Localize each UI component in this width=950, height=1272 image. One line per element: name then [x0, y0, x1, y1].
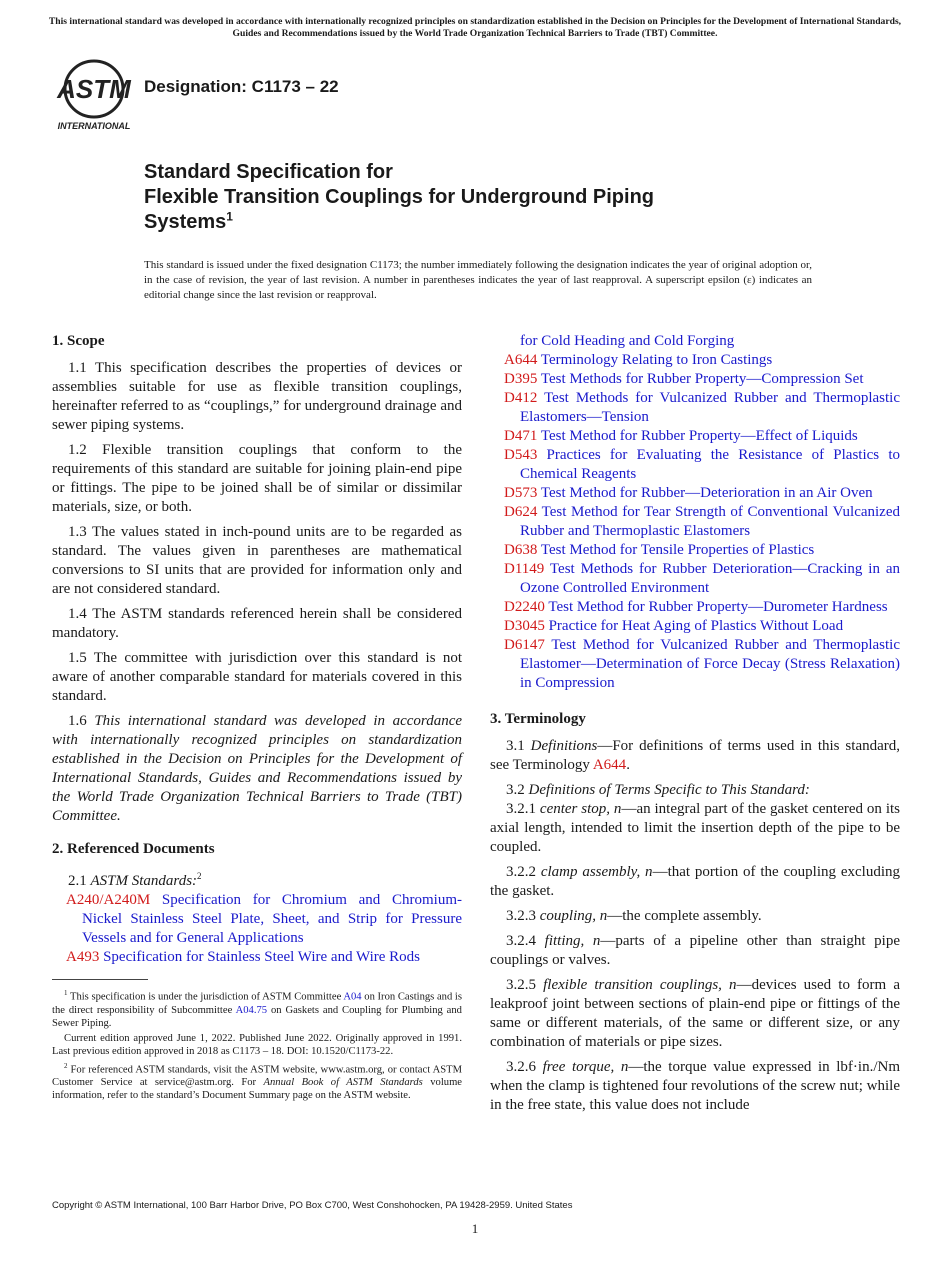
document-title [144, 160, 654, 235]
svg-text:ASTM: ASTM [57, 74, 131, 104]
ref-a493-continued[interactable]: for Cold Heading and Cold Forging [520, 333, 735, 349]
ref-d3045[interactable]: D3045 Practice for Heat Aging of Plastics Without Load [504, 618, 844, 634]
def-3-2-6: 3.2.6 free torque, n—the torque value expressed in lbf·in./Nm when the clamp is tightened four revolutions of the screw nut; while in the free state, this value does not include [490, 1059, 901, 1113]
astm-logo-icon [53, 58, 135, 132]
footnote-1-edition: Current edition approved June 1, 2022. Published June 2022. Originally approved in 1991. Last previous edition approved in 2018 as C1173 – 18. DOI: 10.1520/C1173-22. [52, 1032, 462, 1057]
para-1-4: 1.4 The ASTM standards referenced herein shall be considered mandatory. [52, 606, 462, 641]
top-notice: This international standard was developed in accordance with internationally recognized principles on standardization established in the Decision on Principles for the Development of International Standards, Guides and Recommendations issued by the World Trade Organization Technical Barriers to Trade (TBT) Committee. [48, 16, 902, 39]
ref-a240[interactable]: A240/A240M Specification for Chromium and Chromium-Nickel Stainless Steel Plate, Sheet, and Strip for Pressure Vessels and for General Applications [66, 892, 463, 946]
title-footnote-ref: 1 [226, 209, 233, 224]
def-3-2-3: 3.2.3 coupling, n—the complete assembly. [506, 908, 762, 924]
ref-d395[interactable]: D395 Test Methods for Rubber Property—Compression Set [504, 371, 864, 387]
def-3-2-4: 3.2.4 fitting, n—parts of a pipeline other than straight pipe couplings or valves. [490, 933, 901, 968]
ref-d638[interactable]: D638 Test Method for Tensile Properties of Plastics [504, 542, 815, 558]
designation: Designation: C1173 – 22 [144, 77, 339, 96]
issuance-note: This standard is issued under the fixed designation C1173; the number immediately following the designation indicates the year of original adoption or, in the case of revision, the year of last revision. A number in parentheses indicates the year of last reapproval. A superscript epsilon (ε) indicates an editorial change since the last revision or reapproval. [144, 259, 812, 301]
para-3-1: 3.1 Definitions—For definitions of terms used in this standard, see Terminology A644. [490, 738, 901, 773]
ref-a644[interactable]: A644 Terminology Relating to Iron Castings [504, 352, 773, 368]
ref-d1149[interactable]: D1149 Test Methods for Rubber Deterioration—Cracking in an Ozone Controlled Environment [504, 561, 901, 596]
footnote-2: $^2$ For referenced ASTM standards, visit the ASTM website, www.astm.org, or contact ASTM Customer Service at service@astm.org. For Annual Book of ASTM Standards volume information, refer to the standard’s Document Summary page on the ASTM website. [52, 1061, 463, 1102]
para-1-6: 1.6 This international standard was developed in accordance with internationally recognized principles on standardization established in the Decision on Principles for the Development of International Standards, Guides and Recommendations issued by the World Trade Organization Technical Barriers to Trade (TBT) Committee. [52, 713, 463, 824]
para-1-3: 1.3 The values stated in inch-pound units are to be regarded as standard. The values given in parentheses are mathematical conversions to SI units that are provided for information only and are not considered standard. [52, 524, 462, 597]
link-a644[interactable]: A644 [592, 757, 627, 773]
scope-heading: 1. Scope [52, 333, 105, 349]
ref-d2240[interactable]: D2240 Test Method for Rubber Property—Durometer Hardness [504, 599, 888, 615]
title-line-1: Standard Specification for [144, 161, 393, 183]
link-a04-75[interactable]: A04.75 [235, 1004, 268, 1016]
footnotes [52, 987, 462, 1104]
ref-d6147[interactable]: D6147 Test Method for Vulcanized Rubber and Thermoplastic Elastomer—Determination of Force Decay (Stress Relaxation) in Compression [504, 637, 900, 691]
link-a04[interactable]: A04 [343, 991, 362, 1003]
para-1-5: 1.5 The committee with jurisdiction over this standard is not aware of another comparable standard for materials covered in this standard. [52, 650, 462, 704]
logo-brand-text: INTERNATIONAL [57, 121, 131, 131]
right-column [490, 332, 900, 1121]
para-2-1: 2.1 ASTM Standards:$^2$ [68, 871, 202, 889]
footnote-divider [52, 979, 148, 980]
footnote-1: $^1$ This specification is under the jurisdiction of ASTM Committee A04 on Iron Castings and is the direct responsibility of Subcommittee A04.75 on Gaskets and Coupling for Plumbing and Sewer Piping. [52, 989, 462, 1029]
terminology-heading: 3. Terminology [490, 711, 586, 727]
ref-d573[interactable]: D573 Test Method for Rubber—Deterioration in an Air Oven [504, 485, 873, 501]
ref-a493[interactable]: A493 Specification for Stainless Steel Wire and Wire Rods [66, 949, 421, 965]
para-1-2: 1.2 Flexible transition couplings that conform to the requirements of this standard are suitable for joining plain-end pipe or fittings. The pipe to be joined shall be of similar or dissimilar materials, size, or both. [52, 442, 462, 515]
def-3-2-1: 3.2.1 center stop, n—an integral part of the gasket centered on its axial length, intended to limit the insertion depth of the pipe to be coupled. [490, 801, 901, 855]
para-3-2: 3.2 Definitions of Terms Specific to This Standard: [506, 782, 810, 798]
copyright: Copyright © ASTM International, 100 Barr Harbor Drive, PO Box C700, West Conshohocken, PA 19428-2959. United States [52, 1200, 573, 1211]
title-line-3: Systems$^1$ [144, 209, 233, 233]
para-1-1: 1.1 This specification describes the properties of devices or assemblies suitable for use as flexible transition couplings, hereinafter referred to as “couplings,” for underground drainage and sewer piping systems. [52, 360, 462, 433]
page-number: 1 [471, 1221, 479, 1236]
def-3-2-5: 3.2.5 flexible transition couplings, n—devices used to form a leakproof joint between sections of plain-end pipe or fittings of the same or different materials, of the same or different size, or any combination of materials or pipe sizes. [490, 977, 900, 1050]
ref-d471[interactable]: D471 Test Method for Rubber Property—Effect of Liquids [504, 428, 858, 444]
ref-d412[interactable]: D412 Test Methods for Vulcanized Rubber and Thermoplastic Elastomers—Tension [504, 390, 901, 425]
def-3-2-2: 3.2.2 clamp assembly, n—that portion of the coupling excluding the gasket. [490, 864, 900, 899]
ref-d624[interactable]: D624 Test Method for Tear Strength of Conventional Vulcanized Rubber and Thermoplastic Elastomers [504, 504, 900, 539]
title-line-2: Flexible Transition Couplings for Underground Piping [144, 186, 654, 208]
ref-d543[interactable]: D543 Practices for Evaluating the Resistance of Plastics to Chemical Reagents [504, 447, 900, 482]
left-column [52, 332, 462, 967]
referenced-documents-heading: 2. Referenced Documents [52, 841, 215, 857]
